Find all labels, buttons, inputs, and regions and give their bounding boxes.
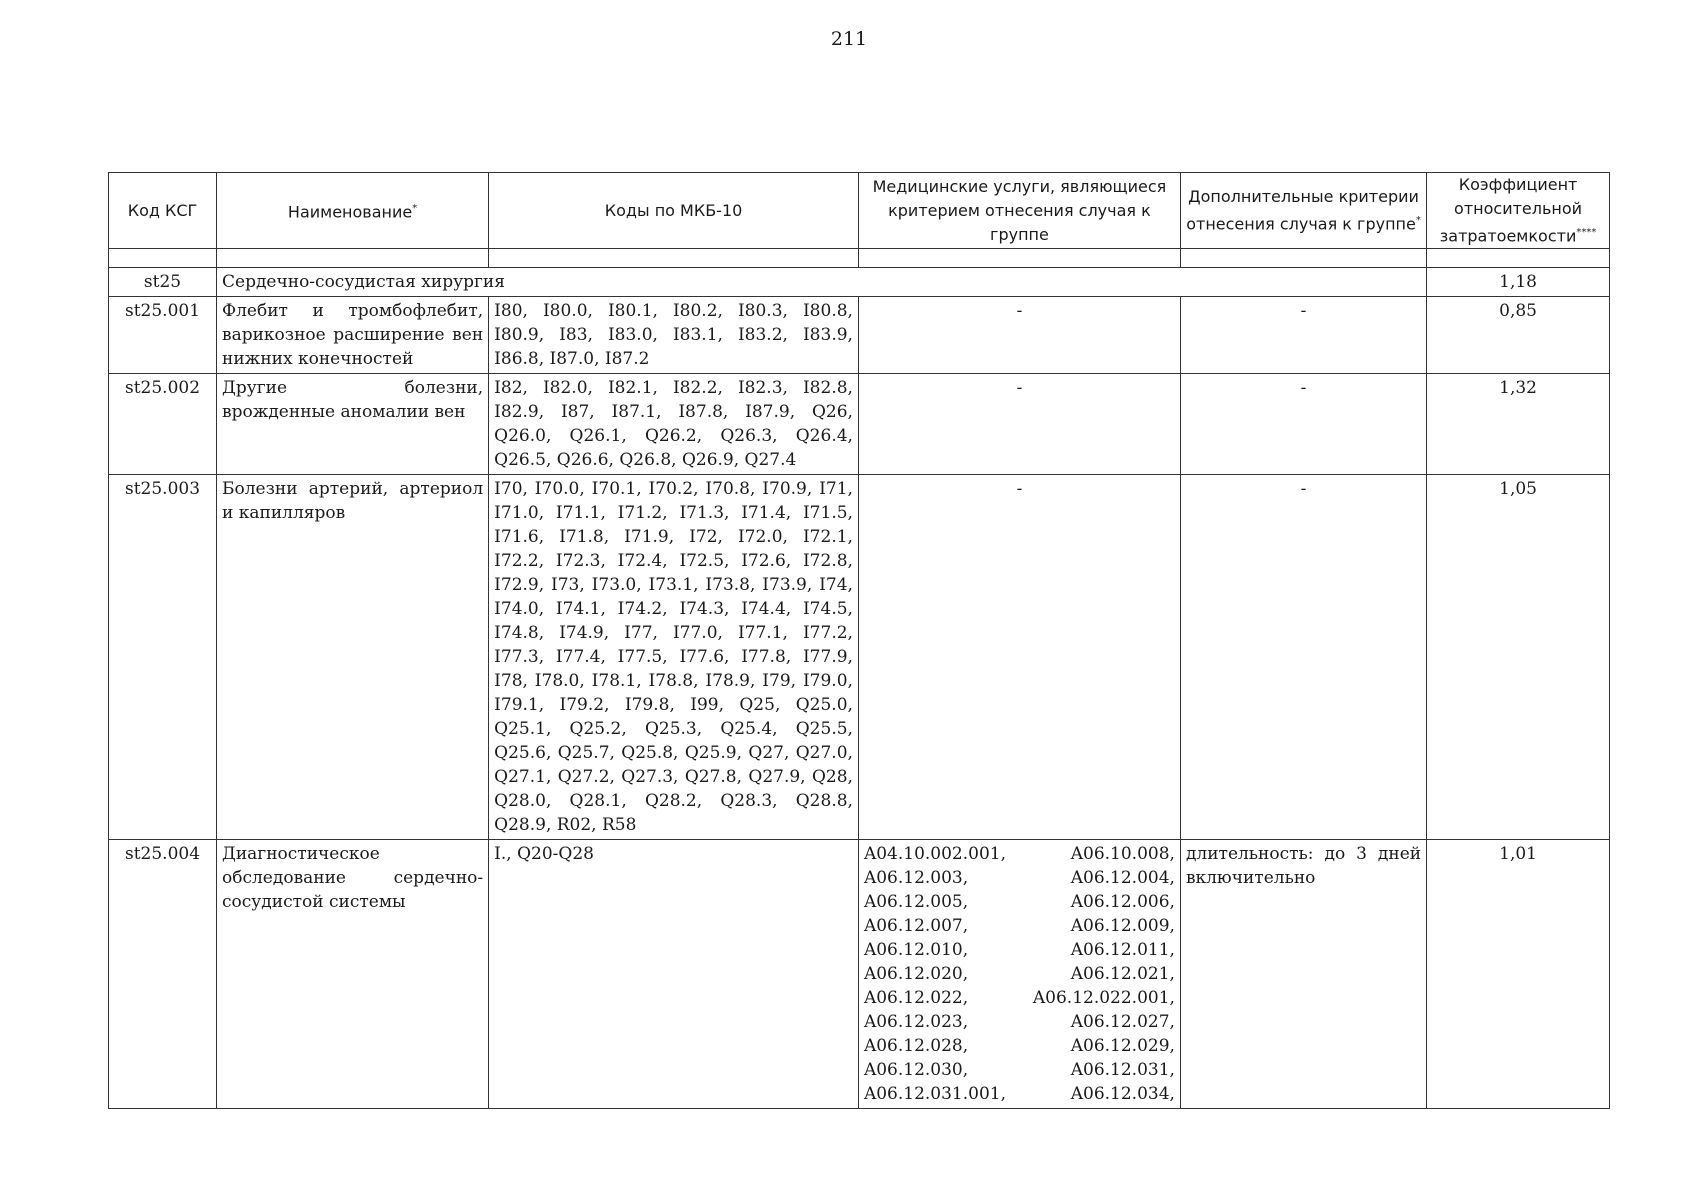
row-name: Болезни артерий, артериол и капилляров <box>217 475 489 840</box>
section-name: Сердечно-сосудистая хирургия <box>217 268 1427 297</box>
service-codes-line <box>864 890 1175 914</box>
section-coef: 1,18 <box>1427 268 1610 297</box>
service-code: A06.12.034, <box>1070 1084 1175 1105</box>
service-codes-line <box>864 866 1175 890</box>
row-code: st25.002 <box>109 374 217 475</box>
footnote-mark: * <box>1415 215 1421 226</box>
service-code: A06.12.022.001, <box>1032 988 1175 1009</box>
service-codes-line <box>864 938 1175 962</box>
spacer-row <box>109 249 1610 268</box>
service-code: A06.12.006, <box>1070 892 1175 913</box>
row-name: Диагностическое обследование сердечно-сосудистой системы <box>217 840 489 1109</box>
service-codes-line <box>864 914 1175 938</box>
header-criteria: Дополнительные критерии отнесения случая к группе* <box>1180 173 1426 249</box>
row-coef: 1,01 <box>1427 840 1610 1109</box>
header-name: Наименование* <box>217 173 489 249</box>
service-code: A06.12.023, <box>863 1012 969 1033</box>
row-criteria: длительность: до 3 дней включительно <box>1180 840 1426 1109</box>
service-codes-line <box>864 1010 1175 1034</box>
header-coef: Коэффициент относительной затратоемкости**** <box>1427 173 1610 249</box>
table-row <box>109 297 1610 374</box>
table-row <box>109 840 1610 1109</box>
row-code: st25.004 <box>109 840 217 1109</box>
row-name: Другие болезни, врожденные аномалии вен <box>217 374 489 475</box>
row-code: st25.001 <box>109 297 217 374</box>
service-code: A04.10.002.001, <box>863 844 1006 865</box>
service-code: A06.10.008, <box>1070 844 1175 865</box>
service-codes-line <box>864 1034 1175 1058</box>
row-coef: 0,85 <box>1427 297 1610 374</box>
service-code: A06.12.011, <box>1070 940 1175 961</box>
row-criteria: - <box>1180 297 1426 374</box>
row-code: st25.003 <box>109 475 217 840</box>
header-row <box>109 173 1610 249</box>
row-services <box>858 840 1180 1109</box>
row-services: - <box>858 374 1180 475</box>
service-code: A06.12.022, <box>863 988 969 1009</box>
service-code: A06.12.027, <box>1070 1012 1175 1033</box>
row-services: - <box>858 475 1180 840</box>
service-code: A06.12.005, <box>863 892 969 913</box>
service-code: A06.12.031, <box>1070 1060 1175 1081</box>
row-icd-codes: I70, I70.0, I70.1, I70.2, I70.8, I70.9, I71, I71.0, I71.1, I71.2, I71.3, I71.4, I71.5, I71.6, I71.8, I71.9, I72, I72.0, I72.1, I72.2, I72.3, I72.4, I72.5, I72.6, I72.8, I72.9, I73, I73.0, I73.1, I73.8, I73.9, I74, I74.0, I74.1, I74.2, I74.3, I74.4, I74.5, I74.8, I74.9, I77, I77.0, I77.1, I77.2, I77.3, I77.4, I77.5, I77.6, I77.8, I77.9, I78, I78.0, I78.1, I78.8, I78.9, I79, I79.0, I79.1, I79.2, I79.8, I99, Q25, Q25.0, Q25.1, Q25.2, Q25.3, Q25.4, Q25.5, Q25.6, Q25.7, Q25.8, Q25.9, Q27, Q27.0, Q27.1, Q27.2, Q27.3, Q27.8, Q27.9, Q28, Q28.0, Q28.1, Q28.2, Q28.3, Q28.8, Q28.9, R02, R58 <box>489 475 859 840</box>
page-number: 211 <box>830 28 868 50</box>
section-code: st25 <box>109 268 217 297</box>
row-services: - <box>858 297 1180 374</box>
service-code: A06.12.031.001, <box>863 1084 1006 1105</box>
header-services: Медицинские услуги, являющиеся критерием отнесения случая к группе <box>858 173 1180 249</box>
service-code: A06.12.003, <box>863 868 969 889</box>
row-icd-codes: I., Q20-Q28 <box>489 840 859 1109</box>
section-row <box>109 268 1610 297</box>
ksg-table <box>108 172 1610 1109</box>
service-codes-line <box>864 986 1175 1010</box>
service-code: A06.12.029, <box>1070 1036 1175 1057</box>
service-code: A06.12.021, <box>1070 964 1175 985</box>
footnote-mark: * <box>412 203 418 214</box>
row-criteria: - <box>1180 374 1426 475</box>
header-icd: Коды по МКБ-10 <box>489 173 859 249</box>
row-icd-codes: I80, I80.0, I80.1, I80.2, I80.3, I80.8, I80.9, I83, I83.0, I83.1, I83.2, I83.9, I86.8, I87.0, I87.2 <box>489 297 859 374</box>
service-codes-line <box>864 1058 1175 1082</box>
service-code: A06.12.010, <box>863 940 969 961</box>
table-row <box>109 374 1610 475</box>
row-coef: 1,05 <box>1427 475 1610 840</box>
footnote-mark: **** <box>1576 227 1597 238</box>
service-code: A06.12.020, <box>863 964 969 985</box>
service-code: A06.12.030, <box>863 1060 969 1081</box>
service-code: A06.12.028, <box>863 1036 969 1057</box>
service-code: A06.12.007, <box>863 916 969 937</box>
row-criteria: - <box>1180 475 1426 840</box>
row-icd-codes: I82, I82.0, I82.1, I82.2, I82.3, I82.8, I82.9, I87, I87.1, I87.8, I87.9, Q26, Q26.0, Q26.1, Q26.2, Q26.3, Q26.4, Q26.5, Q26.6, Q26.8, Q26.9, Q27.4 <box>489 374 859 475</box>
row-coef: 1,32 <box>1427 374 1610 475</box>
service-code: A06.12.004, <box>1070 868 1175 889</box>
table-row <box>109 475 1610 840</box>
service-code: A06.12.009, <box>1070 916 1175 937</box>
service-codes-line <box>864 842 1175 866</box>
header-code: Код КСГ <box>109 173 217 249</box>
service-codes-line <box>864 962 1175 986</box>
row-name: Флебит и тромбофлебит, варикозное расширение вен нижних конечностей <box>217 297 489 374</box>
service-codes-line <box>864 1082 1175 1106</box>
